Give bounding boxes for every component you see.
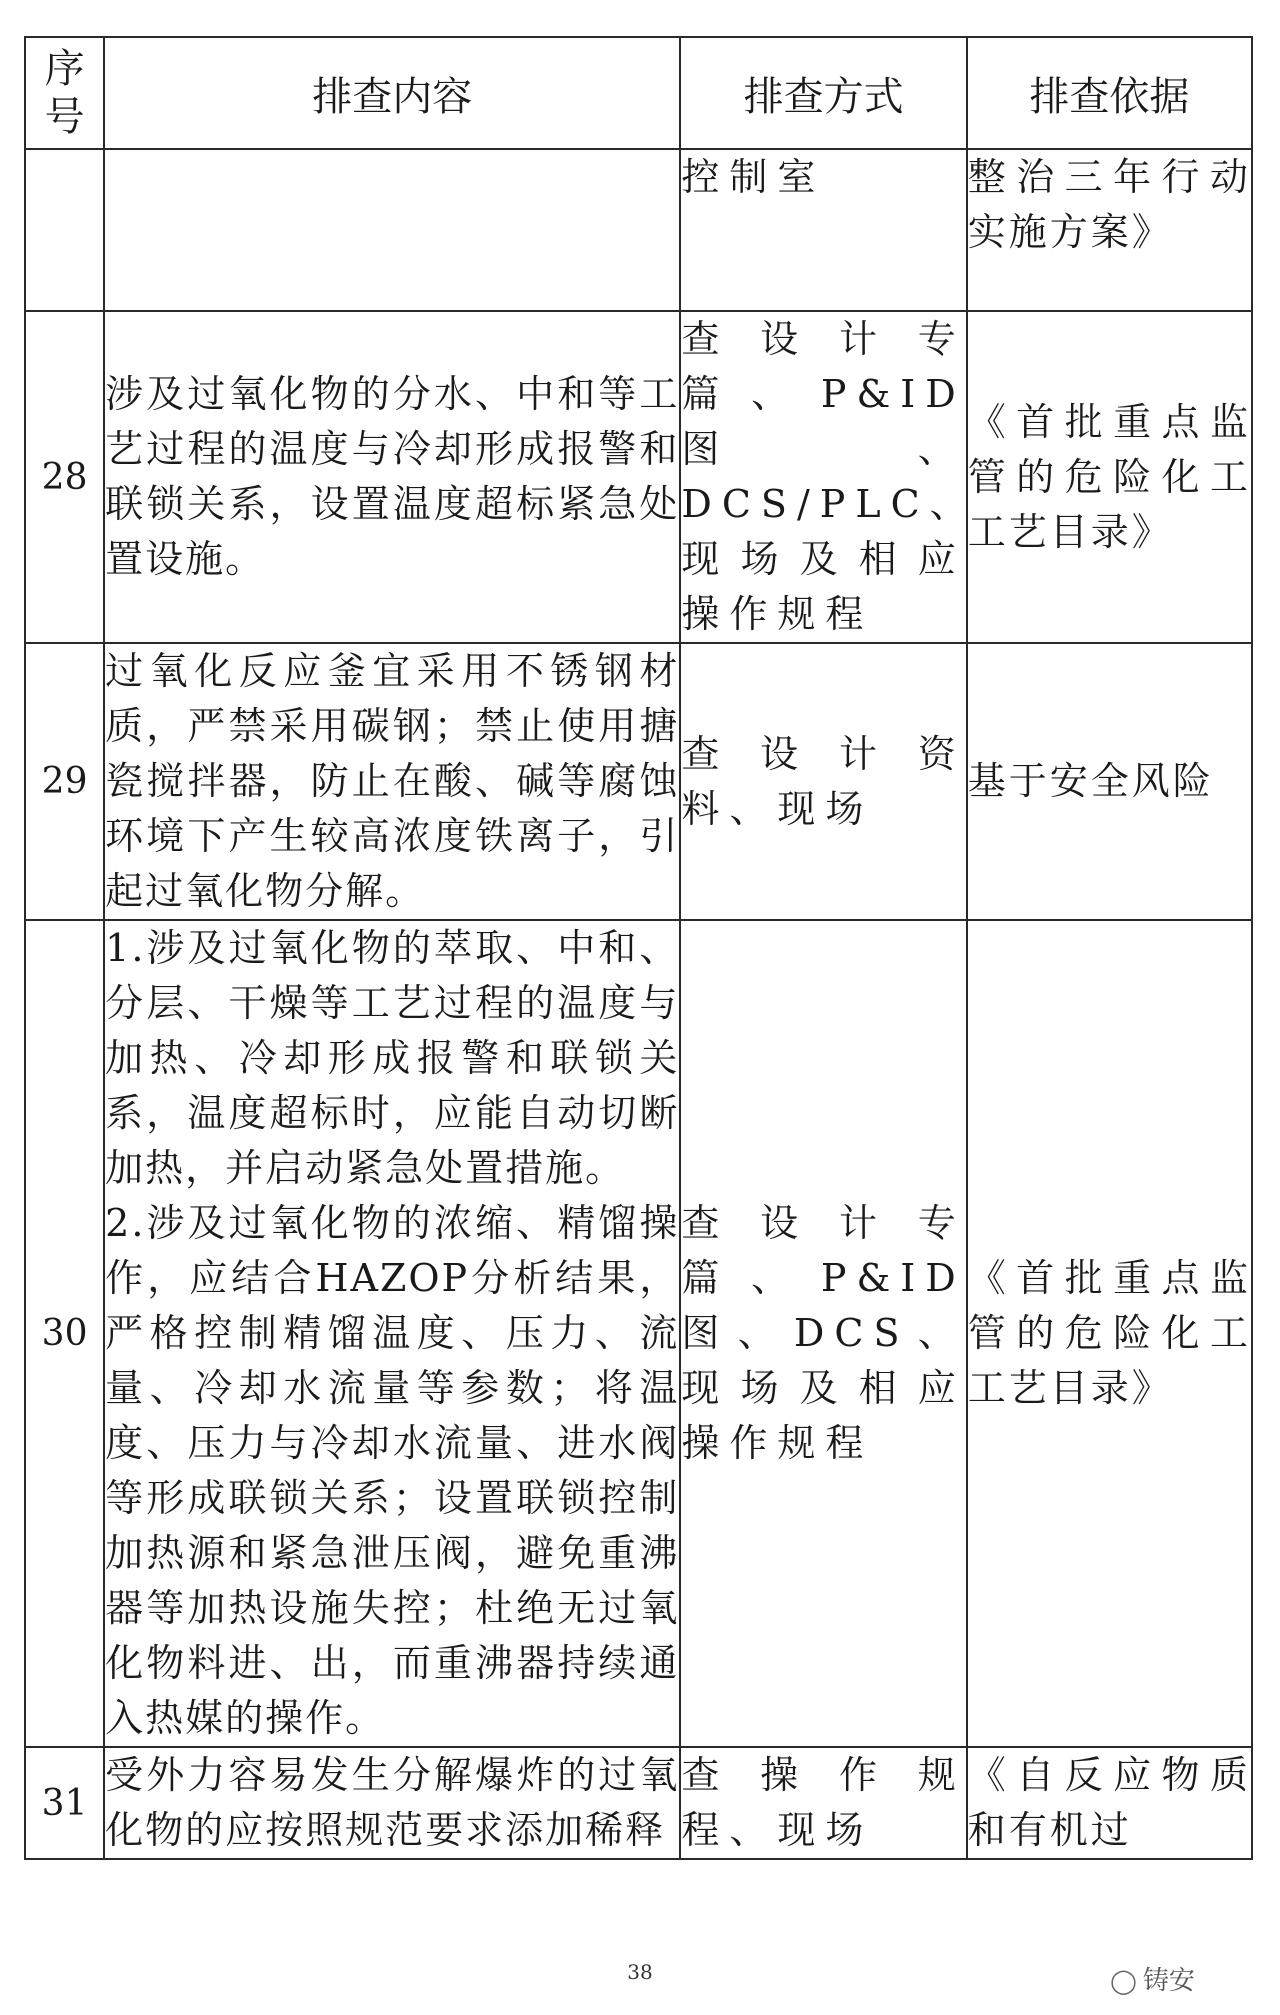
header-no-label: 序号 (44, 46, 85, 140)
table-row (25, 1747, 1252, 1859)
header-content: 排查内容 (104, 37, 680, 149)
content-paragraph: 2.涉及过氧化物的浓缩、精馏操作，应结合HAZOP分析结果，严格控制精馏温度、压力、流量、冷却水流量等参数；将温度、压力与冷却水流量、进水阀等形成联锁关系；设置联锁控制加热源和紧急泄压阀，避免重沸器等加热设施失控；杜绝无过氧化物料进、出，而重沸器持续通入热媒的操作。 (105, 1201, 680, 1740)
table-row (25, 920, 1252, 1747)
content-paragraph: 过氧化反应釜宜采用不锈钢材质，严禁采用碳钢；禁止使用搪瓷搅拌器，防止在酸、碱等腐蚀环境下产生较高浓度铁离子，引起过氧化物分解。 (105, 649, 680, 913)
watermark-text: 铸安 (1142, 1966, 1195, 1996)
header-basis: 排查依据 (967, 37, 1252, 149)
row-content (104, 643, 680, 920)
row-basis: 基于安全风险 (967, 643, 1252, 920)
row-content (104, 311, 680, 643)
row-method: 查设计资料、现场 (680, 643, 966, 920)
row-content (104, 920, 680, 1747)
row-method: 查设计专篇、P&ID图、DCS/PLC、现场及相应操作规程 (680, 311, 966, 643)
page-number: 38 (627, 1960, 653, 1984)
row-basis: 《首批重点监管的危险化工工艺目录》 (967, 311, 1252, 643)
row-method: 控制室 (680, 149, 966, 311)
header-method: 排查方式 (680, 37, 966, 149)
row-basis: 《自反应物质和有机过 (967, 1747, 1252, 1859)
row-method: 查设计专篇、P&ID图、DCS、现场及相应操作规程 (680, 920, 966, 1747)
table-row (25, 311, 1252, 643)
row-basis: 整治三年行动实施方案》 (967, 149, 1252, 311)
row-no (25, 149, 104, 311)
content-paragraph: 涉及过氧化物的分水、中和等工艺过程的温度与冷却形成报警和联锁关系，设置温度超标紧急处置设施。 (105, 372, 680, 581)
table-row (25, 149, 1252, 311)
content-paragraph: 1.涉及过氧化物的萃取、中和、分层、干燥等工艺过程的温度与加热、冷却形成报警和联锁关系，温度超标时，应能自动切断加热，并启动紧急处置措施。 (105, 926, 680, 1190)
row-content (104, 149, 680, 311)
watermark (1110, 1960, 1195, 1997)
table-header-row (25, 37, 1252, 149)
table-row (25, 643, 1252, 920)
row-basis: 《首批重点监管的危险化工工艺目录》 (967, 920, 1252, 1747)
inspection-table (24, 36, 1253, 1860)
header-no (25, 37, 104, 149)
row-no: 28 (25, 311, 104, 643)
row-no: 30 (25, 920, 104, 1747)
wechat-icon: ◯ (1110, 1967, 1137, 1995)
row-content (104, 1747, 680, 1859)
row-no: 29 (25, 643, 104, 920)
row-no: 31 (25, 1747, 104, 1859)
content-paragraph: 受外力容易发生分解爆炸的过氧化物的应按照规范要求添加稀释 (105, 1753, 680, 1852)
row-method: 查操作规程、现场 (680, 1747, 966, 1859)
